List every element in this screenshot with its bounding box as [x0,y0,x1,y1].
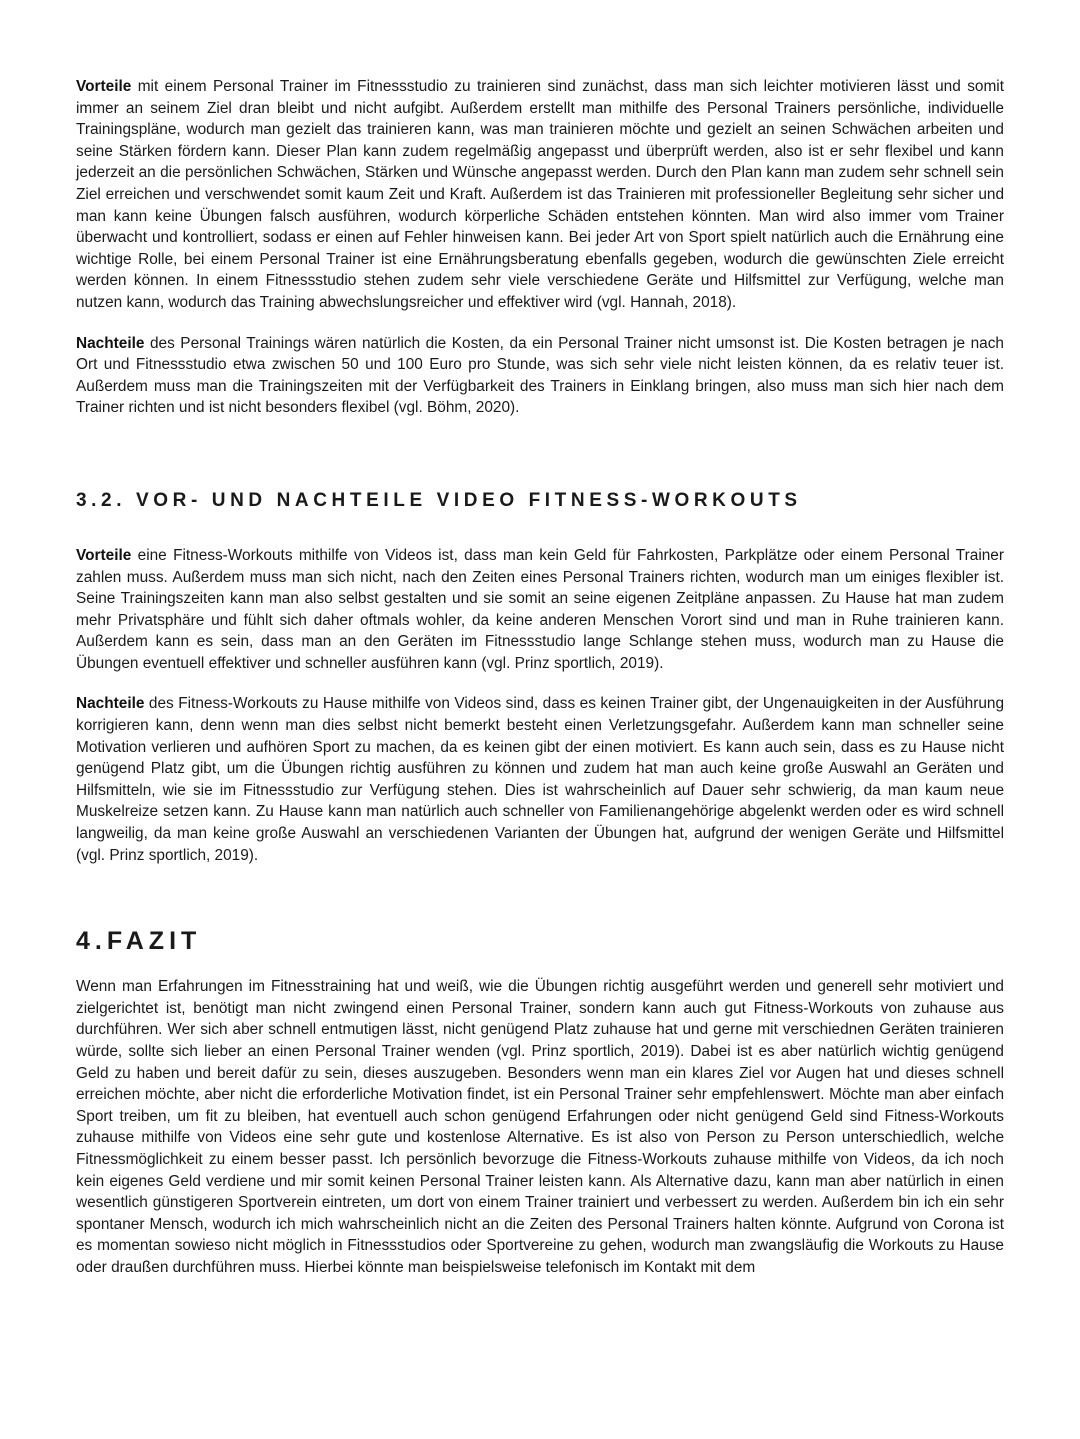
paragraph-text: des Fitness-Workouts zu Hause mithilfe von Videos sind, dass es keinen Trainer gibt, der Ungenauigkeiten in der Ausführung korrigieren kann, denn wenn man dies selbst nicht bemerkt besteht einen Verletzungsgefahr. Außerdem kann man schneller seine Motivation verlieren und aufhören Sport zu machen, da es keinen gibt der einen motiviert. Es kann auch sein, dass es zu Hause nicht genügend Platz gibt, um die Übungen richtig ausführen zu können und zudem hat man auch keine große Auswahl an Geräten und Hilfsmitteln, wie sie im Fitnessstudio zur Verfügung stehen. Dies ist wahrscheinlich auf Dauer sehr schwierig, da man kaum neue Muskelreize setzen kann. Zu Hause kann man natürlich auch schneller von Familienangehörige abgelenkt werden oder es wird schnell langweilig, da man keine große Auswahl an verschiedenen Varianten der Übungen hat, aufgrund der wenigen Geräte und Hilfsmittel (vgl. Prinz sportlich, 2019). [76,695,1004,864]
paragraph-gap [76,314,1004,333]
paragraph-lead: Nachteile [76,695,145,713]
paragraph-gap [76,674,1004,693]
paragraph-text: mit einem Personal Trainer im Fitnessstudio zu trainieren sind zunächst, dass man sich leichter motivieren lässt und somit immer an seinem Ziel dran bleibt und nicht aufgibt. Außerdem erstellt man mithilfe des Personal Trainers persönliche, individuelle Trainingspläne, wodurch man gezielt das trainieren kann, was man trainieren möchte und gezielt an seinen Schwächen arbeiten und seine Stärken fördern kann. Dieser Plan kann zudem regelmäßig angepasst und überprüft werden, also ist er sehr flexibel und kann jederzeit an die persönlichen Schwächen, Stärken und Wünsche angepasst werden. Durch den Plan kann man zudem sehr schnell sein Ziel erreichen und verschwendet somit kaum Zeit und Kraft. Außerdem ist das Trainieren mit professioneller Begleitung sehr sicher und man kann keine Übungen falsch ausführen, wodurch körperliche Schäden entstehen könnten. Man wird also immer vom Trainer überwacht und kontrolliert, sodass er einen auf Fehler hinweisen kann. Bei jeder Art von Sport spielt natürlich auch die Ernährung eine wichtige Rolle, bei einem Personal Trainer ist eine Ernährungsberatung ebenfalls gegeben, wodurch die gewünschten Ziele erreicht werden können. In einem Fitnessstudio stehen zudem sehr viele verschiedene Geräte und Hilfsmittel zur Verfügung, welche man nutzen kann, wodurch das Training abwechslungsreicher und effektiver wird (vgl. Hannah, 2018). [76,78,1004,311]
paragraph-personal-trainer-cons [76,333,1004,419]
paragraph-lead: Vorteile [76,78,132,95]
paragraph-personal-trainer-pros [76,76,1004,314]
section-heading-3-2: 3.2. VOR- UND NACHTEILE VIDEO FITNESS-WORKOUTS [76,489,802,511]
document-page [76,76,1004,1279]
paragraph-fazit: Wenn man Erfahrungen im Fitnesstraining hat und weiß, wie die Übungen richtig ausgeführt werden und generell sehr motiviert und zielgerichtet ist, benötigt man nicht zwingend einen Personal Trainer, sondern kann auch gut Fitness-Workouts von zuhause aus durchführen. Wer sich aber schnell entmutigen lässt, nicht genügend Platz zuhause hat und gerne mit verschiednen Geräten trainieren würde, sollte sich lieber an einen Personal Trainer wenden (vgl. Prinz sportlich, 2019). Dabei ist es aber natürlich wichtig genügend Geld zu haben und bereit dafür zu sein, dieses auszugeben. Besonders wenn man ein klares Ziel vor Augen hat und dieses schnell erreichen möchte, aber nicht die erforderliche Motivation findet, ist ein Personal Trainer sehr empfehlenswert. Möchte man aber einfach Sport treiben, um fit zu bleiben, hat eventuell auch schon genügend Erfahrungen oder nicht genügend Geld sind Fitness-Workouts zuhause mithilfe von Videos eine sehr gute und kostenlose Alternative. Es ist also von Person zu Person unterschiedlich, welche Fitnessmöglichkeit zu einem besser passt. Ich persönlich bevorzuge die Fitness-Workouts zuhause mithilfe von Videos, da ich noch kein eigenes Geld verdiene und mir somit keinen Personal Trainer leisten kann. Als Alternative dazu, kann man aber natürlich in einen wesentlich günstigeren Sportverein eintreten, um dort von einem Trainer trainiert und verbessert zu werden. Außerdem bin ich ein sehr spontaner Mensch, wodurch ich mich wahrscheinlich nicht an die Zeiten des Personal Trainers halten könnte. Aufgrund von Corona ist es momentan sowieso nicht möglich in Fitnessstudios oder Sportvereine zu gehen, wodurch man zwangsläufig die Workouts zu Hause oder draußen durchführen muss. Hierbei könnte man beispielsweise telefonisch im Kontakt mit dem [76,978,1004,1276]
paragraph-text: des Personal Trainings wären natürlich die Kosten, da ein Personal Trainer nicht umsonst ist. Die Kosten betragen je nach Ort und Fitnessstudio etwa zwischen 50 und 100 Euro pro Stunde, was sich sehr viele nicht leisten können, da es relativ teuer ist. Außerdem muss man die Trainingszeiten mit der Verfügbarkeit des Trainers in Einklang bringen, also muss man sich hier nach dem Trainer richten und ist nicht besonders flexibel (vgl. Böhm, 2020). [76,334,1004,417]
section-gap [76,866,1004,926]
paragraph-lead: Vorteile [76,546,132,564]
section-gap [76,419,1004,489]
paragraph-video-workout-cons [76,693,1004,866]
section-heading-4-fazit: 4.FAZIT [76,927,202,956]
heading-gap [76,956,1004,976]
paragraph-text: eine Fitness-Workouts mithilfe von Videos ist, dass man kein Geld für Fahrkosten, Parkplätze oder einem Personal Trainer zahlen muss. Außerdem muss man sich nicht, nach den Zeiten eines Personal Trainers richten, wodurch man um einiges flexibler ist. Seine Trainingszeiten kann man also selbst gestalten und sie somit an seine eigenen Zeitpläne anpassen. Zu Hause hat man zudem mehr Privatsphäre und fühlt sich daher oftmals wohler, da keine anderen Menschen Vorort sind und man in Ruhe trainieren kann. Außerdem kann es sein, dass man an den Geräten im Fitnessstudio lange Schlange stehen muss, wodurch man zu Hause die Übungen eventuell effektiver und schneller ausführen kann (vgl. Prinz sportlich, 2019). [76,546,1004,672]
paragraph-lead: Nachteile [76,334,145,352]
heading-gap [76,513,1004,545]
paragraph-video-workout-pros [76,545,1004,675]
